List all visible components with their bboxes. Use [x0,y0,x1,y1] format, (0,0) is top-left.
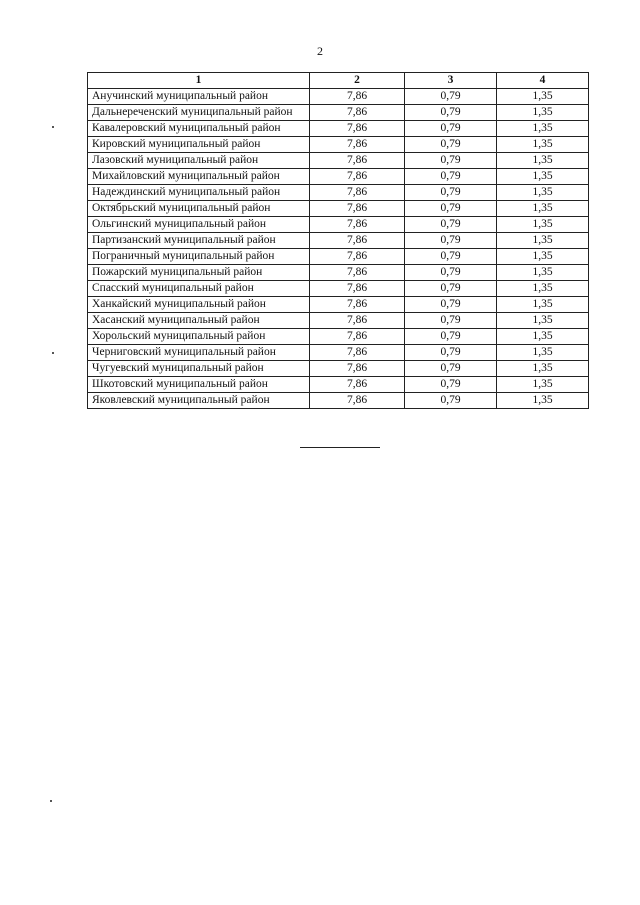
district-name-cell: Анучинский муниципальный район [88,89,310,105]
district-name-cell: Пограничный муниципальный район [88,249,310,265]
value-cell-col3: 0,79 [405,169,497,185]
value-cell-col4: 1,35 [497,249,589,265]
value-cell-col4: 1,35 [497,153,589,169]
value-cell-col3: 0,79 [405,201,497,217]
table-row [88,281,589,297]
value-cell-col2: 7,86 [310,281,405,297]
value-cell-col4: 1,35 [497,169,589,185]
district-name-cell: Шкотовский муниципальный район [88,377,310,393]
value-cell-col3: 0,79 [405,313,497,329]
district-name-cell: Яковлевский муниципальный район [88,393,310,409]
value-cell-col4: 1,35 [497,393,589,409]
table-header-row [88,73,589,89]
value-cell-col2: 7,86 [310,393,405,409]
table-row [88,249,589,265]
district-name-cell: Ольгинский муниципальный район [88,217,310,233]
column-header-1: 1 [88,73,310,89]
value-cell-col2: 7,86 [310,169,405,185]
value-cell-col3: 0,79 [405,265,497,281]
value-cell-col2: 7,86 [310,185,405,201]
district-name-cell: Хасанский муниципальный район [88,313,310,329]
margin-mark [52,352,54,354]
value-cell-col2: 7,86 [310,89,405,105]
value-cell-col2: 7,86 [310,329,405,345]
value-cell-col4: 1,35 [497,105,589,121]
district-name-cell: Кавалеровский муниципальный район [88,121,310,137]
table-row [88,393,589,409]
table-row [88,153,589,169]
value-cell-col2: 7,86 [310,105,405,121]
value-cell-col4: 1,35 [497,313,589,329]
column-header-2: 2 [310,73,405,89]
value-cell-col3: 0,79 [405,249,497,265]
value-cell-col3: 0,79 [405,361,497,377]
value-cell-col2: 7,86 [310,153,405,169]
table-row [88,233,589,249]
margin-mark [52,126,54,128]
value-cell-col3: 0,79 [405,137,497,153]
value-cell-col2: 7,86 [310,249,405,265]
table-row [88,201,589,217]
value-cell-col4: 1,35 [497,233,589,249]
value-cell-col4: 1,35 [497,217,589,233]
district-name-cell: Кировский муниципальный район [88,137,310,153]
value-cell-col2: 7,86 [310,345,405,361]
district-name-cell: Черниговский муниципальный район [88,345,310,361]
district-name-cell: Партизанский муниципальный район [88,233,310,249]
district-name-cell: Ханкайский муниципальный район [88,297,310,313]
table-body [88,89,589,409]
value-cell-col3: 0,79 [405,153,497,169]
value-cell-col3: 0,79 [405,393,497,409]
value-cell-col3: 0,79 [405,185,497,201]
table-row [88,265,589,281]
district-name-cell: Дальнереченский муниципальный район [88,105,310,121]
rates-table [87,72,589,409]
value-cell-col4: 1,35 [497,297,589,313]
value-cell-col2: 7,86 [310,217,405,233]
table-row [88,105,589,121]
district-name-cell: Пожарский муниципальный район [88,265,310,281]
value-cell-col4: 1,35 [497,185,589,201]
value-cell-col2: 7,86 [310,137,405,153]
table-row [88,361,589,377]
district-name-cell: Лазовский муниципальный район [88,153,310,169]
district-name-cell: Михайловский муниципальный район [88,169,310,185]
value-cell-col2: 7,86 [310,297,405,313]
page-number: 2 [317,44,323,58]
value-cell-col3: 0,79 [405,281,497,297]
value-cell-col2: 7,86 [310,233,405,249]
value-cell-col2: 7,86 [310,265,405,281]
district-name-cell: Спасский муниципальный район [88,281,310,297]
value-cell-col2: 7,86 [310,377,405,393]
value-cell-col4: 1,35 [497,201,589,217]
value-cell-col3: 0,79 [405,329,497,345]
district-name-cell: Чугуевский муниципальный район [88,361,310,377]
end-of-document-line [300,447,380,448]
table-row [88,89,589,105]
value-cell-col4: 1,35 [497,137,589,153]
district-name-cell: Надеждинский муниципальный район [88,185,310,201]
column-header-4: 4 [497,73,589,89]
value-cell-col4: 1,35 [497,89,589,105]
value-cell-col3: 0,79 [405,233,497,249]
table-row [88,377,589,393]
table-row [88,329,589,345]
value-cell-col4: 1,35 [497,281,589,297]
value-cell-col3: 0,79 [405,89,497,105]
value-cell-col3: 0,79 [405,297,497,313]
table-row [88,297,589,313]
table-row [88,345,589,361]
value-cell-col3: 0,79 [405,121,497,137]
value-cell-col4: 1,35 [497,377,589,393]
value-cell-col3: 0,79 [405,217,497,233]
value-cell-col2: 7,86 [310,313,405,329]
value-cell-col4: 1,35 [497,121,589,137]
table-row [88,137,589,153]
value-cell-col3: 0,79 [405,345,497,361]
value-cell-col3: 0,79 [405,105,497,121]
value-cell-col4: 1,35 [497,329,589,345]
table-row [88,169,589,185]
district-name-cell: Октябрьский муниципальный район [88,201,310,217]
value-cell-col2: 7,86 [310,121,405,137]
value-cell-col2: 7,86 [310,201,405,217]
column-header-3: 3 [405,73,497,89]
table-row [88,121,589,137]
table-row [88,185,589,201]
district-name-cell: Хорольский муниципальный район [88,329,310,345]
value-cell-col4: 1,35 [497,361,589,377]
table-row [88,313,589,329]
value-cell-col2: 7,86 [310,361,405,377]
value-cell-col4: 1,35 [497,265,589,281]
value-cell-col4: 1,35 [497,345,589,361]
margin-mark [50,800,52,802]
value-cell-col3: 0,79 [405,377,497,393]
table-row [88,217,589,233]
